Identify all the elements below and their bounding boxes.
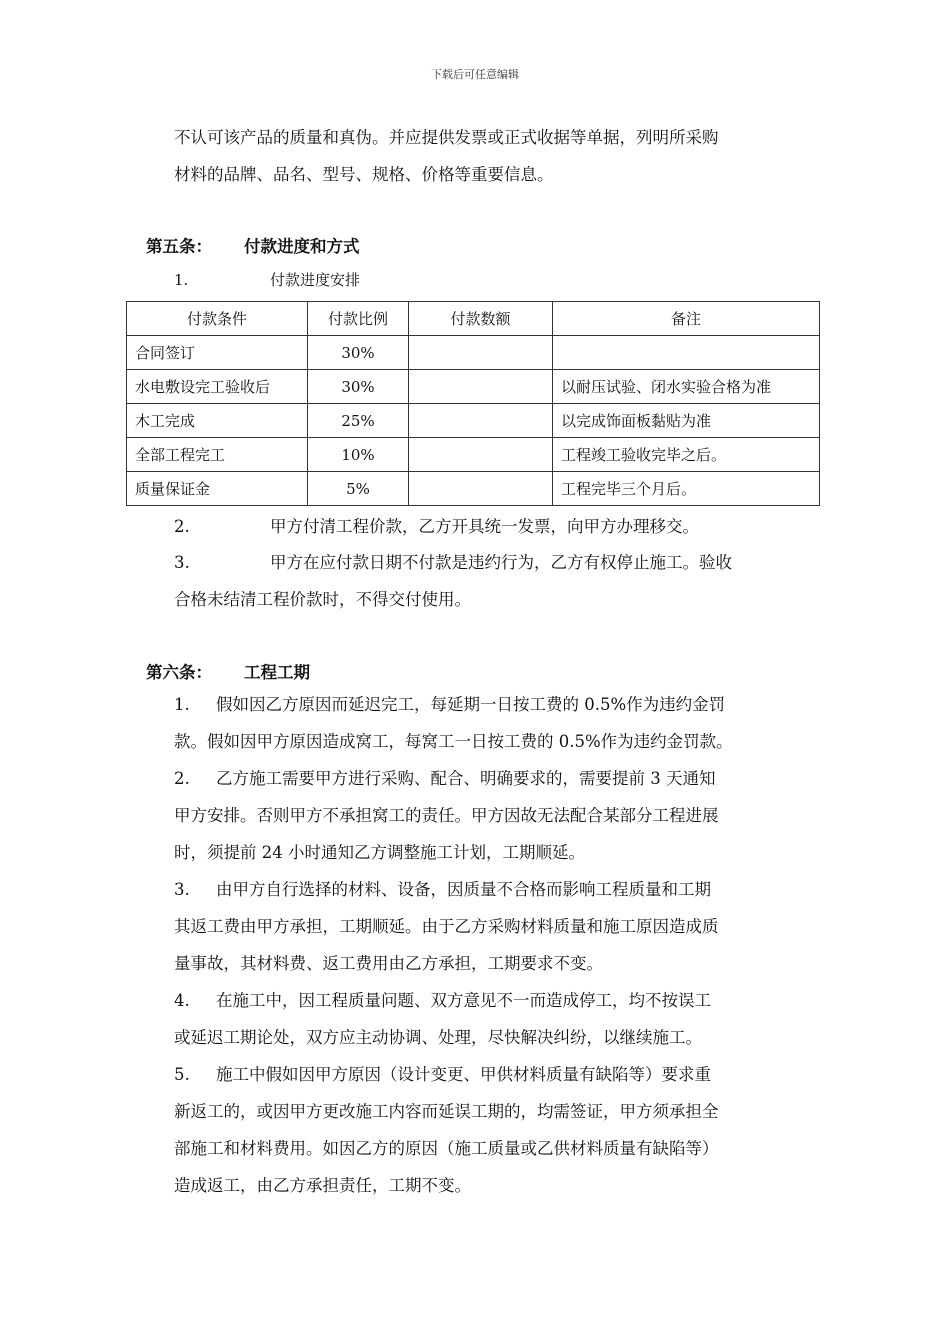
section5-item3 [174,544,814,618]
cell-amount [409,404,553,438]
cell-condition: 质量保证金 [127,472,308,506]
intro-paragraph [174,119,814,193]
page-header: 下载后可任意编辑 [431,68,519,81]
item-text: 甲方付清工程价款，乙方开具统一发票，向甲方办理移交。 [270,517,699,536]
item-line [174,686,814,723]
cell-condition: 合同签订 [127,336,308,370]
item-line [174,871,814,908]
cell-ratio: 5% [308,472,409,506]
item-number: 1. [174,271,189,289]
table-row [127,370,820,404]
item-text: 在施工中，因工程质量问题、双方意见不一而造成停工，均不按误工 [216,991,711,1010]
item-line: 量事故，其材料费、返工费用由乙方承担，工期要求不变。 [174,954,603,973]
table-row [127,336,820,370]
item-line: 造成返工，由乙方承担责任，工期不变。 [174,1176,471,1195]
cell-ratio: 25% [308,404,409,438]
col-header-condition: 付款条件 [127,302,308,336]
item-number: 3. [174,553,190,572]
item-line: 款。假如因甲方原因造成窝工，每窝工一日按工费的 0.5%作为违约金罚款。 [174,732,733,751]
item-text: 假如因乙方原因而延迟完工，每延期一日按工费的 0.5%作为违约金罚 [216,695,726,714]
item-text: 由甲方自行选择的材料、设备，因质量不合格而影响工程质量和工期 [216,880,711,899]
section6-title: 工程工期 [244,663,310,682]
table-row [127,438,820,472]
section6-heading [146,659,310,683]
section5-heading [146,233,360,257]
section5-item1 [174,269,360,290]
table-row [127,472,820,506]
item-text: 乙方施工需要甲方进行采购、配合、明确要求的，需要提前 3 天通知 [216,769,716,788]
payment-table [126,301,820,506]
item-number: 2. [174,517,190,536]
item-line [174,1056,814,1093]
cell-amount [409,336,553,370]
section5-title: 付款进度和方式 [244,237,360,256]
item-line [174,544,814,581]
item-line [174,982,814,1019]
item-number: 5. [174,1065,190,1084]
cell-amount [409,370,553,404]
item-line: 时，须提前 24 小时通知乙方调整施工计划，工期顺延。 [174,843,585,862]
item-line: 部施工和材料费用。如因乙方的原因（施工质量或乙供材料质量有缺陷等） [174,1139,719,1158]
cell-ratio: 30% [308,370,409,404]
cell-ratio: 10% [308,438,409,472]
item-number: 1. [174,695,190,714]
cell-condition: 全部工程完工 [127,438,308,472]
item-line: 或延迟工期论处，双方应主动协调、处理，尽快解决纠纷，以继续施工。 [174,1028,702,1047]
cell-condition: 水电敷设完工验收后 [127,370,308,404]
intro-line: 材料的品牌、品名、型号、规格、价格等重要信息。 [174,165,554,184]
item-line: 合格未结清工程价款时，不得交付使用。 [174,590,471,609]
table-row [127,404,820,438]
item-line: 其返工费由甲方承担，工期顺延。由于乙方采购材料质量和施工原因造成质 [174,917,719,936]
item-text: 甲方在应付款日期不付款是违约行为，乙方有权停止施工。验收 [270,553,732,572]
section6-label: 第六条： [146,663,212,682]
item-line [174,760,814,797]
item-number: 3. [174,880,190,899]
section5-item2 [174,508,814,545]
cell-amount [409,438,553,472]
intro-line: 不认可该产品的质量和真伪。并应提供发票或正式收据等单据，列明所采购 [174,128,719,147]
cell-ratio: 30% [308,336,409,370]
item-number: 4. [174,991,190,1010]
item-number: 2. [174,769,190,788]
cell-remark: 工程完毕三个月后。 [553,472,820,506]
section6-items [174,686,814,1204]
section5-label: 第五条： [146,237,212,256]
cell-remark: 以完成饰面板黏贴为准 [553,404,820,438]
cell-condition: 木工完成 [127,404,308,438]
table-header-row [127,302,820,336]
cell-remark: 以耐压试验、闭水实验合格为准 [553,370,820,404]
item-text: 付款进度安排 [270,271,361,289]
cell-remark: 工程竣工验收完毕之后。 [553,438,820,472]
item-text: 施工中假如因甲方原因（设计变更、甲供材料质量有缺陷等）要求重 [216,1065,711,1084]
cell-amount [409,472,553,506]
cell-remark [553,336,820,370]
item-line [174,508,814,545]
col-header-amount: 付款数额 [409,302,553,336]
item-line: 新返工的，或因甲方更改施工内容而延误工期的，均需签证，甲方须承担全 [174,1102,719,1121]
item-line: 甲方安排。否则甲方不承担窝工的责任。甲方因故无法配合某部分工程进展 [174,806,719,825]
col-header-ratio: 付款比例 [308,302,409,336]
col-header-remark: 备注 [553,302,820,336]
